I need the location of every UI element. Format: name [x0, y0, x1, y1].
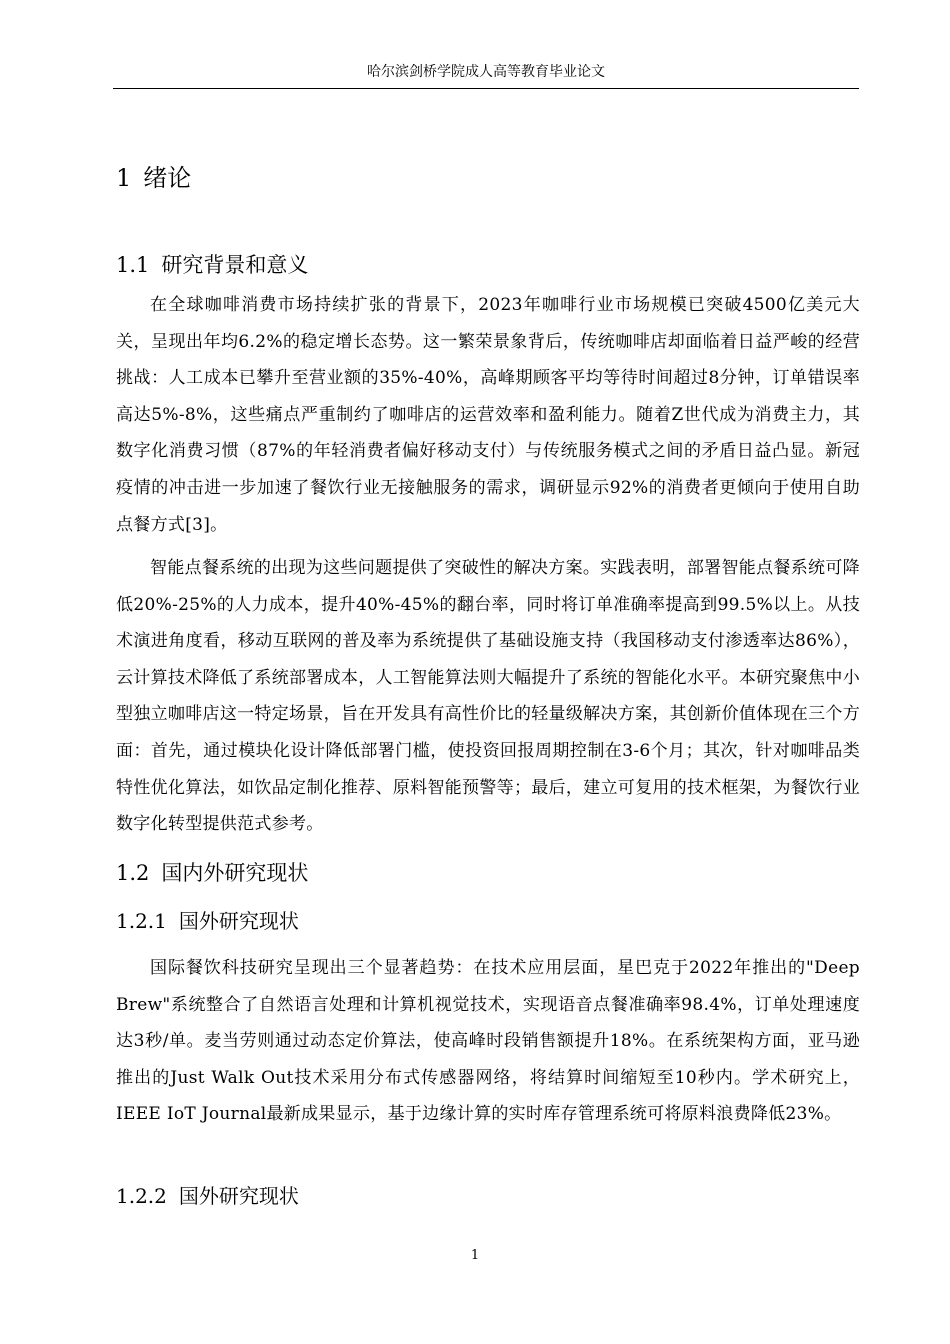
section-heading-1-2 [116, 856, 308, 890]
page-number: 1 [470, 1248, 480, 1263]
body-paragraph: 国际餐饮科技研究呈现出三个显著趋势：在技术应用层面，星巴克于2022年推出的"Deep Brew"系统整合了自然语言处理和计算机视觉技术，实现语音点餐准确率98.4%，订单处理速度达3秒/单。麦当劳则通过动态定价算法，使高峰时段销售额提升18%。在系统架构方面，亚马逊推出的Just Walk Out技术采用分布式传感器网络，将结算时间缩短至10秒内。学术研究上，IEEE IoT Journal最新成果显示，基于边缘计算的实时库存管理系统可将原料浪费降低23%。 [116, 958, 860, 1125]
section-heading-1-1 [116, 248, 308, 282]
section-number: 1.1 [116, 253, 150, 277]
subsection-number: 1.2.1 [116, 909, 167, 933]
subsection-heading-1-2-1 [116, 905, 299, 937]
chapter-number: 1 [116, 164, 132, 192]
section-title: 研究背景和意义 [161, 253, 309, 277]
header-rule [113, 88, 859, 89]
chapter-title: 绪论 [143, 164, 192, 192]
section-title: 国内外研究现状 [161, 861, 309, 885]
subsection-number: 1.2.2 [116, 1184, 167, 1208]
subsection-heading-1-2-2 [116, 1180, 299, 1212]
running-header: 哈尔滨剑桥学院成人高等教育毕业论文 [367, 64, 605, 80]
body-paragraph: 在全球咖啡消费市场持续扩张的背景下，2023年咖啡行业市场规模已突破4500亿美元大关，呈现出年均6.2%的稳定增长态势。这一繁荣景象背后，传统咖啡店却面临着日益严峻的经营挑战：人工成本已攀升至营业额的35%-40%，高峰期顾客平均等待时间超过8分钟，订单错误率高达5%-8%，这些痛点严重制约了咖啡店的运营效率和盈利能力。随着Z世代成为消费主力，其数字化消费习惯（87%的年轻消费者偏好移动支付）与传统服务模式之间的矛盾日益凸显。新冠疫情的冲击进一步加速了餐饮行业无接触服务的需求，调研显示92%的消费者更倾向于使用自助点餐方式[3]。 [116, 295, 860, 535]
chapter-heading [116, 158, 191, 198]
subsection-title: 国外研究现状 [178, 909, 299, 933]
body-paragraph: 智能点餐系统的出现为这些问题提供了突破性的解决方案。实践表明，部署智能点餐系统可降低20%-25%的人力成本，提升40%-45%的翻台率，同时将订单准确率提高到99.5%以上。从技术演进角度看，移动互联网的普及率为系统提供了基础设施支持（我国移动支付渗透率达86%），云计算技术降低了系统部署成本，人工智能算法则大幅提升了系统的智能化水平。本研究聚焦中小型独立咖啡店这一特定场景，旨在开发具有高性价比的轻量级解决方案，其创新价值体现在三个方面：首先，通过模块化设计降低部署门槛，使投资回报周期控制在3-6个月；其次，针对咖啡品类特性优化算法，如饮品定制化推荐、原料智能预警等；最后，建立可复用的技术框架，为餐饮行业数字化转型提供范式参考。 [116, 558, 860, 835]
section-number: 1.2 [116, 861, 150, 885]
subsection-title: 国外研究现状 [178, 1184, 299, 1208]
